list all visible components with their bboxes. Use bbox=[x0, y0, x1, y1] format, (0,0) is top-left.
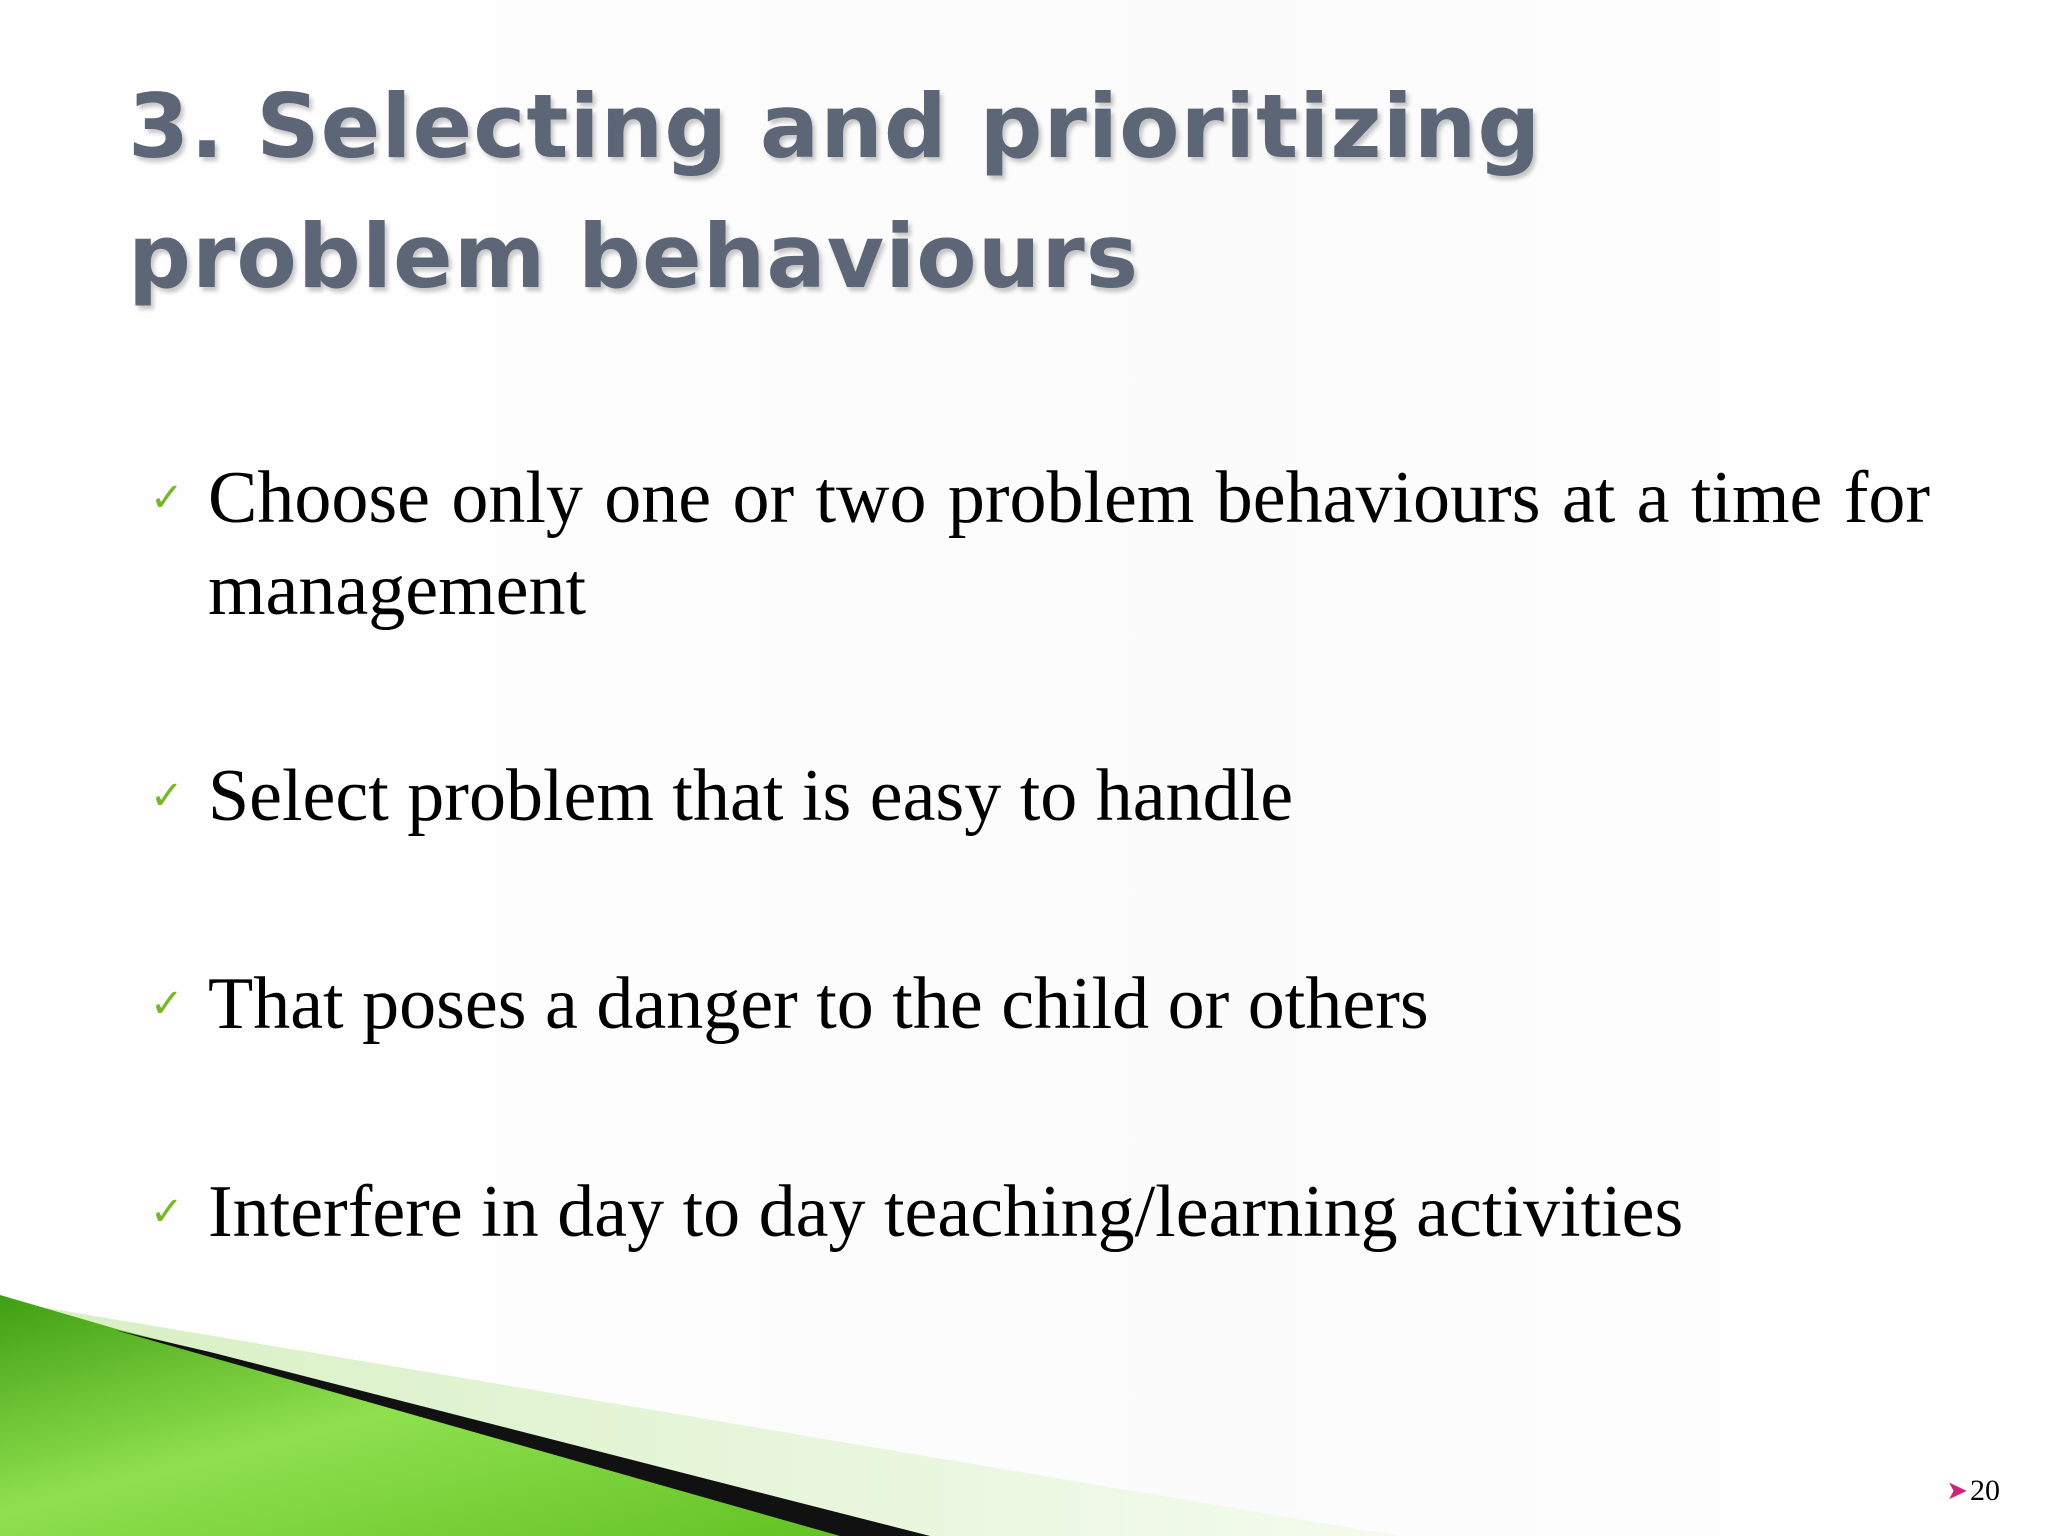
bullet-text: Interfere in day to day teaching/learning activities bbox=[208, 1171, 1684, 1253]
checkmark-icon: ✓ bbox=[150, 773, 184, 819]
bullet-item bbox=[150, 958, 1930, 1050]
bullet-item bbox=[150, 452, 1930, 636]
page-number-text: 20 bbox=[1970, 1474, 2000, 1507]
bullet-text: That poses a danger to the child or others bbox=[208, 963, 1429, 1045]
checkmark-icon: ✓ bbox=[150, 981, 184, 1027]
checkmark-icon: ✓ bbox=[150, 475, 184, 521]
bullet-item bbox=[150, 1166, 1930, 1258]
slide-title: 3. Selecting and prioritizing problem behaviours bbox=[128, 75, 1542, 308]
page-number bbox=[1946, 1474, 2000, 1508]
bullet-item bbox=[150, 750, 1930, 842]
bullet-text: Choose only one or two problem behaviours at a time for management bbox=[208, 457, 1930, 631]
checkmark-icon: ✓ bbox=[150, 1189, 184, 1235]
bullet-text: Select problem that is easy to handle bbox=[208, 755, 1294, 837]
arrow-bullet-icon: ➤ bbox=[1946, 1476, 1968, 1506]
